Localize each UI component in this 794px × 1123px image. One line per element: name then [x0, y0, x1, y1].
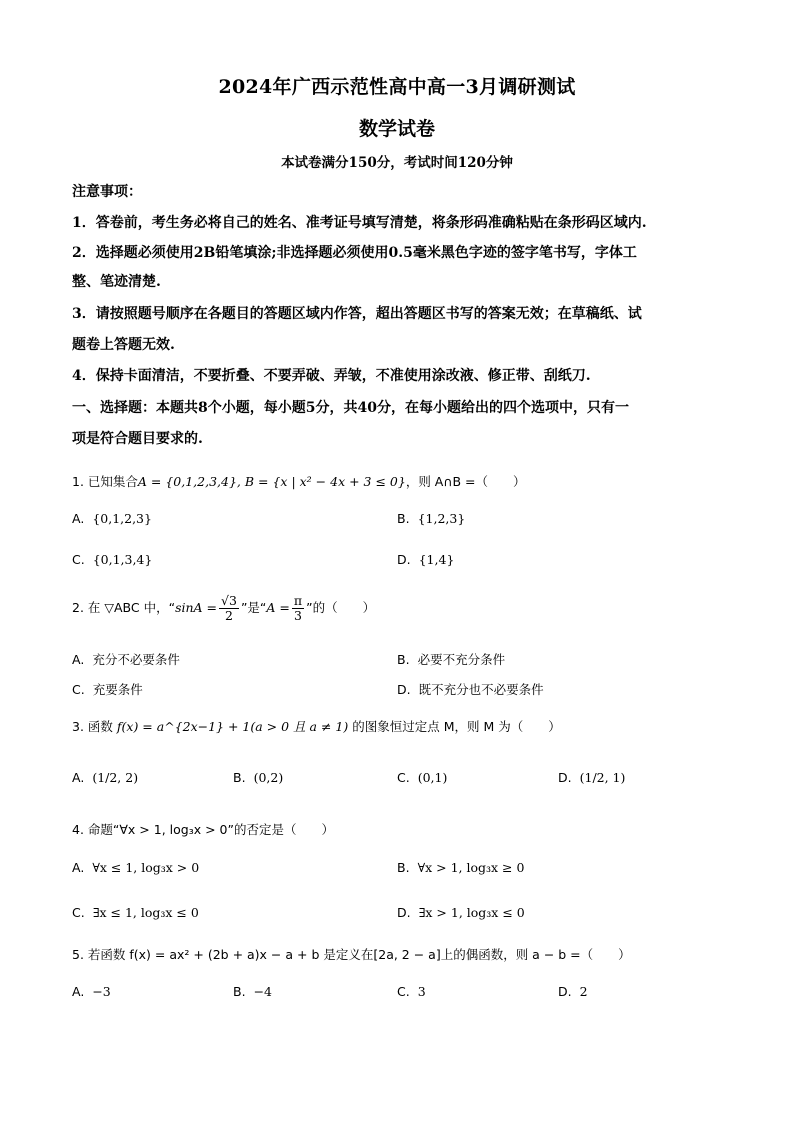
- option-value: 充分不必要条件: [92, 652, 180, 667]
- q3-option-d[interactable]: [558, 769, 625, 787]
- option-label: B.: [233, 770, 246, 785]
- q4-option-c[interactable]: [72, 904, 199, 922]
- option-label: C.: [72, 682, 85, 697]
- q5-option-a[interactable]: [72, 983, 111, 1001]
- option-value: {0,1,2,3}: [92, 511, 152, 526]
- q2-num2: π: [293, 593, 303, 608]
- q4-option-b[interactable]: [397, 859, 524, 877]
- notice-item-1: 1．答卷前，考生务必将自己的姓名、准考证号填写清楚，将条形码准确粘贴在条形码区域内.: [72, 215, 647, 231]
- notice-item-3: 3．请按照题号顺序在各题目的答题区域内作答，超出答题区书写的答案无效；在草稿纸、试: [72, 306, 642, 322]
- q2-den1: 2: [225, 608, 233, 623]
- q2-prefix: 2. 在 ▽ABC 中，“: [72, 600, 176, 615]
- option-label: D.: [397, 552, 411, 567]
- q2-mid: ”是“: [240, 600, 267, 615]
- q3-option-b[interactable]: [233, 769, 283, 787]
- q2-option-a[interactable]: [72, 651, 180, 669]
- option-label: C.: [72, 905, 85, 920]
- option-label: C.: [397, 770, 410, 785]
- q3-option-c[interactable]: [397, 769, 447, 787]
- q5-option-c[interactable]: [397, 983, 426, 1001]
- q1-option-d[interactable]: [397, 551, 454, 569]
- q2-option-c[interactable]: [72, 681, 143, 699]
- q4-option-d[interactable]: [397, 904, 525, 922]
- option-value: 2: [579, 984, 588, 999]
- q2-cond1: sinA =: [175, 600, 218, 615]
- option-value: 充要条件: [92, 682, 143, 697]
- option-label: A.: [72, 984, 85, 999]
- question-5: 5. 若函数 f(x) = ax² + (2b + a)x − a + b 是定义在[2a, 2 − a]上的偶函数，则 a − b =（ ）: [72, 947, 631, 962]
- option-label: D.: [558, 984, 572, 999]
- option-value: ∃x ≤ 1, log₃x ≤ 0: [92, 905, 199, 920]
- q4-option-a[interactable]: [72, 859, 199, 877]
- q1-set-a: A = {0,1,2,3,4}: [137, 474, 237, 489]
- option-value: ∀x > 1, log₃x ≥ 0: [417, 860, 525, 875]
- q2-option-b[interactable]: [397, 651, 505, 669]
- section-heading: 一、选择题：本题共8个小题，每小题5分，共40分，在每小题给出的四个选项中，只有一: [72, 400, 629, 416]
- option-label: C.: [397, 984, 410, 999]
- q1-suffix: ，则 A∩B =（ ）: [405, 474, 526, 489]
- q1-option-c[interactable]: [72, 551, 152, 569]
- exam-subtitle: 数学试卷: [358, 118, 435, 140]
- option-value: ∃x > 1, log₃x ≤ 0: [418, 905, 525, 920]
- exam-title: 2024年广西示范性高中高一3月调研测试: [218, 76, 576, 98]
- notice-item-2-cont: 整、笔迹清楚.: [72, 274, 161, 290]
- q2-num1: √3: [221, 593, 237, 608]
- option-label: A.: [72, 860, 85, 875]
- option-label: A.: [72, 511, 85, 526]
- option-value: {1,2,3}: [417, 511, 466, 526]
- q1-option-a[interactable]: [72, 510, 152, 528]
- option-value: (1/2, 2): [92, 770, 139, 785]
- option-label: A.: [72, 770, 85, 785]
- q5-option-d[interactable]: [558, 983, 588, 1001]
- q3-prefix: 3. 函数: [72, 719, 113, 734]
- q2-den2: 3: [294, 608, 302, 623]
- option-label: B.: [397, 511, 410, 526]
- q2-fraction-2: [292, 594, 304, 623]
- notice-item-4: 4．保持卡面清洁，不要折叠、不要弄破、弄皱，不准使用涂改液、修正带、刮纸刀.: [72, 368, 591, 384]
- question-2: [72, 594, 375, 623]
- option-value: 3: [417, 984, 426, 999]
- option-value: {0,1,3,4}: [92, 552, 153, 567]
- section-heading-cont: 项是符合题目要求的.: [72, 431, 203, 447]
- exam-time-note: 本试卷满分150分，考试时间120分钟: [281, 155, 513, 171]
- notice-heading: 注意事项：: [72, 184, 142, 200]
- option-label: D.: [397, 682, 411, 697]
- option-value: −4: [253, 984, 272, 999]
- notice-item-2: 2．选择题必须使用2B铅笔填涂;非选择题必须使用0.5毫米黑色字迹的签字笔书写，字体工: [72, 245, 637, 261]
- option-label: D.: [397, 905, 411, 920]
- question-1: [72, 473, 526, 491]
- q3-suffix: 的图象恒过定点 M，则 M 为（ ）: [352, 719, 561, 734]
- option-label: C.: [72, 552, 85, 567]
- option-value: (1/2, 1): [579, 770, 626, 785]
- question-4: 4. 命题“∀x > 1, log₃x > 0”的否定是（ ）: [72, 822, 334, 837]
- q2-cond2: A =: [266, 600, 290, 615]
- q2-fraction-1: [219, 594, 239, 623]
- option-value: (0,1): [417, 770, 448, 785]
- q1-option-b[interactable]: [397, 510, 465, 528]
- option-value: −3: [92, 984, 111, 999]
- notice-item-3-cont: 题卷上答题无效.: [72, 337, 175, 353]
- option-value: (0,2): [253, 770, 284, 785]
- option-label: B.: [397, 860, 410, 875]
- option-value: {1,4}: [418, 552, 455, 567]
- q5-option-b[interactable]: [233, 983, 272, 1001]
- option-label: D.: [558, 770, 572, 785]
- q2-suffix: ”的（ ）: [306, 600, 376, 615]
- option-label: B.: [397, 652, 410, 667]
- question-3: [72, 718, 561, 736]
- q1-set-b: , B = {x | x² − 4x + 3 ≤ 0}: [236, 474, 406, 489]
- option-label: A.: [72, 652, 85, 667]
- option-value: 既不充分也不必要条件: [418, 682, 544, 697]
- option-value: ∀x ≤ 1, log₃x > 0: [92, 860, 200, 875]
- q3-option-a[interactable]: [72, 769, 138, 787]
- q2-option-d[interactable]: [397, 681, 544, 699]
- option-label: B.: [233, 984, 246, 999]
- q1-prefix: 1. 已知集合: [72, 474, 138, 489]
- option-value: 必要不充分条件: [417, 652, 506, 667]
- q3-function: f(x) = a^{2x−1} + 1(a > 0 且 a ≠ 1): [116, 719, 349, 734]
